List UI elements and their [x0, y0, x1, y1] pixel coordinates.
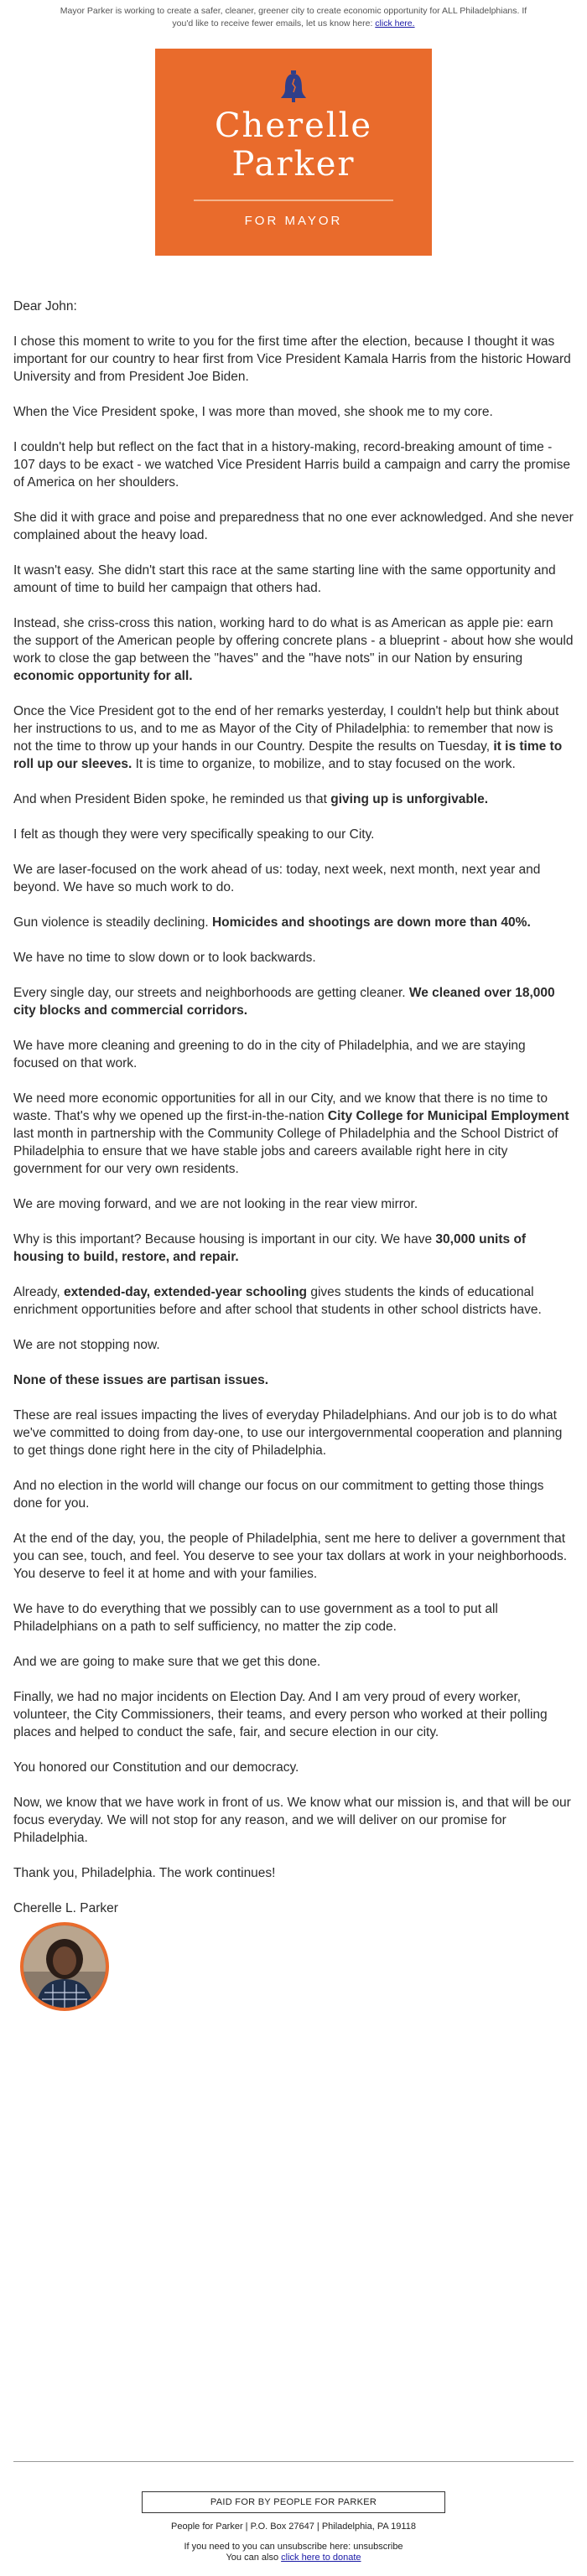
paragraph — [13, 702, 574, 773]
paragraph: These are real issues impacting the lives of everyday Philadelphians. And our job is to do what we've committed to doing from day-one, to use our intergovernmental cooperation and planning to get things done right here in the city of Philadelphia. — [13, 1408, 563, 1458]
fewer-emails-link[interactable]: click here. — [375, 18, 415, 29]
emphasis-text: City College for Municipal Employment — [327, 1109, 569, 1123]
paragraph-text: gives students the kinds of educational enrichment opportunities before and after school that students in other school districts have. — [13, 1285, 542, 1317]
paragraph-text: last month in partnership with the Community College of Philadelphia and the School District of Philadelphia to ensure that we have stable jobs and careers available right here in city government for our very own residents. — [13, 1127, 558, 1176]
emphasis-text: it is time to roll up our sleeves. — [13, 739, 563, 771]
letter-body — [0, 256, 587, 2011]
paragraph: And we are going to make sure that we get this done. — [13, 1655, 321, 1669]
paragraph: We have more cleaning and greening to do in the city of Philadelphia, and we are staying focused on that work. — [13, 1039, 526, 1070]
liberty-bell-icon — [279, 70, 308, 104]
paid-for-disclaimer: PAID FOR BY PEOPLE FOR PARKER — [142, 2491, 445, 2513]
mayor-portrait-avatar — [20, 1922, 109, 2011]
paragraph: And no election in the world will change our focus on our commitment to getting those things done for you. — [13, 1479, 544, 1511]
preheader — [0, 0, 587, 30]
paragraph-text: Once the Vice President got to the end of her remarks yesterday, I couldn't help but think about her instructions to us, and to me as Mayor of the City of Philadelphia: to remember that now is not the time to throw up your hands in our Country. Despite the results on Tuesday, — [13, 704, 559, 754]
paragraph: She did it with grace and poise and preparedness that no one ever acknowledged. And she never complained about the heavy load. — [13, 511, 574, 542]
logo-subtitle: FOR MAYOR — [244, 214, 343, 228]
paragraph-text: Gun violence is steadily declining. — [13, 915, 212, 930]
paragraph-text: Every single day, our streets and neighborhoods are getting cleaner. — [13, 986, 409, 1000]
paragraph-text: Why is this important? Because housing is important in our city. We have — [13, 1232, 436, 1247]
emphasis-text: Homicides and shootings are down more than 40%. — [211, 915, 531, 930]
unsubscribe-block — [0, 2542, 587, 2563]
emphasis-text: 30,000 units of housing to build, restore, and repair. — [13, 1232, 527, 1264]
paragraph — [13, 1283, 574, 1319]
paragraph — [13, 984, 574, 1019]
paragraph-text: We need more economic opportunities for all in our City, and we know that there is no time to waste. That's why we opened up the first-in-the-nation — [13, 1091, 548, 1123]
paragraph: You honored our Constitution and our democracy. — [13, 1760, 299, 1775]
paragraph: We have to do everything that we possibly can to use government as a tool to put all Philadelphians on a path to self sufficiency, no matter the zip code. — [13, 1602, 498, 1634]
footer-divider — [13, 2461, 574, 2462]
mailing-address: People for Parker | P.O. Box 27647 | Philadelphia, PA 19118 — [171, 2522, 416, 2532]
paragraph: Finally, we had no major incidents on Election Day. And I am very proud of every worker, volunteer, the City Commissioners, their teams, and every person who worked at their polling places and helped to conduct the safe, fair, and secure election in our city. — [13, 1690, 548, 1739]
paragraph — [13, 614, 574, 685]
paragraph: We are laser-focused on the work ahead of us: today, next week, next month, next year and beyond. We have so much work to do. — [13, 863, 541, 894]
greeting: Dear John: — [13, 299, 77, 314]
emphasis-text: We cleaned over 18,000 city blocks and commercial corridors. — [13, 986, 555, 1018]
paragraph — [13, 790, 574, 808]
paragraph: When the Vice President spoke, I was more than moved, she shook me to my core. — [13, 405, 493, 419]
logo-last-name: Parker — [231, 145, 356, 184]
emphasis-text: None of these issues are partisan issues. — [13, 1373, 269, 1387]
paragraph — [13, 1090, 574, 1178]
logo-first-name: Cherelle — [214, 106, 373, 145]
paragraph-text: Instead, she criss-cross this nation, working hard to do what is as American as apple pie: earn the support of the American people by offering concrete plans - a blueprint - about how she would work to close the gap between the "haves" and the "have nots" in our Nation by ensuring — [13, 616, 574, 666]
paragraph — [13, 1231, 574, 1266]
paragraph: Now, we know that we have work in front of us. We know what our mission is, and that will be our focus everyday. We will not stop for any reason, and we will deliver on our promise for Philadelphia. — [13, 1796, 571, 1845]
paragraph: We have no time to slow down or to look backwards. — [13, 951, 316, 965]
footer — [0, 2491, 587, 2563]
paragraph: At the end of the day, you, the people of Philadelphia, sent me here to deliver a government that you can see, touch, and feel. You deserve to see your tax dollars at work in your neighborhoods. You deserve to feel it at home and with your families. — [13, 1532, 568, 1581]
paragraph — [13, 1371, 574, 1389]
paragraph: It wasn't easy. She didn't start this race at the same starting line with the same opportunity and amount of time to build her campaign that others had. — [13, 563, 556, 595]
unsubscribe-link[interactable]: If you need to you can unsubscribe here: unsubscribe — [184, 2542, 403, 2552]
paragraph — [13, 914, 574, 931]
portrait-illustration — [23, 1926, 106, 2008]
paragraph: I couldn't help but reflect on the fact that in a history-making, record-breaking amount of time - 107 days to be exact - we watched Vice President Harris build a campaign and carry the promise of America on her shoulders. — [13, 440, 570, 490]
donate-prefix: You can also — [226, 2553, 282, 2563]
donate-link[interactable]: click here to donate — [281, 2553, 361, 2563]
logo-divider — [194, 200, 393, 201]
preheader-text: Mayor Parker is working to create a safer, cleaner, greener city to create economic opportunity for ALL Philadelphians. If you'd like to receive fewer emails, let us know here: — [60, 6, 527, 29]
donate-line — [0, 2553, 587, 2563]
emphasis-text: economic opportunity for all. — [13, 669, 193, 683]
paragraph-text: And when President Biden spoke, he reminded us that — [13, 792, 331, 806]
paragraph-text: Already, — [13, 1285, 65, 1299]
signature: Cherelle L. Parker — [13, 1901, 118, 1915]
campaign-logo — [155, 49, 432, 256]
paragraph: We are not stopping now. — [13, 1338, 160, 1352]
paragraph: I felt as though they were very specifically speaking to our City. — [13, 827, 375, 842]
emphasis-text: extended-day, extended-year schooling — [64, 1285, 308, 1299]
emphasis-text: giving up is unforgivable. — [330, 792, 489, 806]
paragraph: I chose this moment to write to you for the first time after the election, because I thought it was important for our country to hear first from Vice President Kamala Harris from the historic Howard University and from President Joe Biden. — [13, 334, 571, 384]
paragraph: We are moving forward, and we are not looking in the rear view mirror. — [13, 1197, 418, 1211]
paragraph: Thank you, Philadelphia. The work continues! — [13, 1866, 276, 1880]
paragraph-text: It is time to organize, to mobilize, and to stay focused on the work. — [132, 757, 516, 771]
